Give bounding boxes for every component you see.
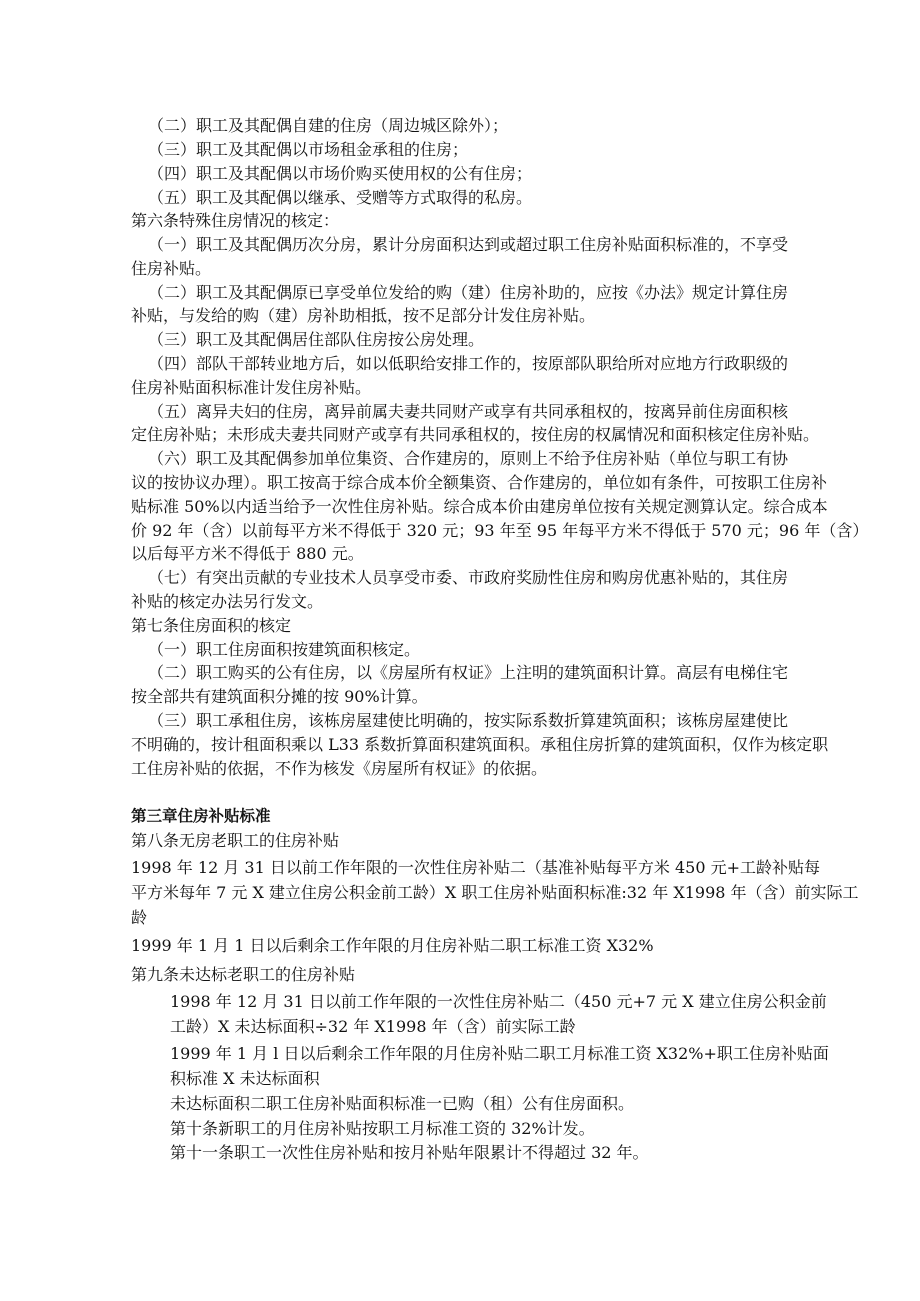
text-line: （五）职工及其配偶以继承、受赠等方式取得的私房。 [148,188,533,207]
text-line: 按全部共有建筑面积分摊的按 90%计算。 [131,687,428,706]
article-heading: 第十条新职工的月住房补贴按职工月标准工资的 32%计发。 [170,1119,595,1138]
text-line: 1998 年 12 月 31 日以前工作年限的一次性住房补贴二（450 元+7 元 X 建立住房公积金前 [170,992,827,1011]
text-line: （四）部队干部转业地方后，如以低职给安排工作的，按原部队职给所对应地方行政职级的 [148,354,789,373]
article-heading: 第十一条职工一次性住房补贴和按月补贴年限累计不得超过 32 年。 [170,1143,649,1162]
text-line: （二）职工及其配偶自建的住房（周边城区除外）； [148,116,509,135]
article-heading: 第七条住房面积的核定 [131,616,292,635]
text-line: （一）职工住房面积按建筑面积核定。 [148,640,421,659]
text-line: （三）职工及其配偶居住部队住房按公房处理。 [148,330,485,349]
chapter-heading: 第三章住房补贴标准 [131,807,271,825]
article-heading: 第八条无房老职工的住房补贴 [131,831,340,850]
text-line: 1998 年 12 月 31 日以前工作年限的一次性住房补贴二（基准补贴每平方米 450 元+工龄补贴每 [131,858,820,877]
text-line: 未达标面积二职工住房补贴面积标准一已购（租）公有住房面积。 [170,1094,635,1113]
text-line: 定住房补贴；未形成夫妻共同财产或享有共同承租权的，按住房的权属情况和面积核定住房补贴。 [131,425,820,444]
text-line: （六）职工及其配偶参加单位集资、合作建房的，原则上不给予住房补贴（单位与职工有协 [148,449,789,468]
text-line: 工住房补贴的依据，不作为核发《房屋所有权证》的依据。 [131,759,548,778]
text-line: （二）职工购买的公有住房，以《房屋所有权证》上注明的建筑面积计算。高层有电梯住宅 [148,663,789,682]
text-line: 平方米每年 7 元 X 建立住房公积金前工龄）X 职工住房补贴面积标准:32 年 X1998 年（含）前实际工 [131,883,859,902]
text-line: 工龄）X 未达标面积÷32 年 X1998 年（含）前实际工龄 [170,1017,576,1036]
text-line: （三）职工承租住房，该栋房屋建使比明确的，按实际系数折算建筑面积；该栋房屋建使比 [148,711,789,730]
text-line: 补贴，与发给的购（建）房补助相抵，按不足部分计发住房补贴。 [131,306,596,325]
text-line: （二）职工及其配偶原已享受单位发给的购（建）住房补助的，应按《办法》规定计算住房 [148,283,789,302]
text-line: 议的按协议办理）。职工按高于综合成本价全额集资、合作建房的，单位如有条件，可按职工住房补 [131,473,828,492]
text-line: 龄 [131,908,148,927]
text-line: （三）职工及其配偶以市场租金承租的住房； [148,140,469,159]
text-line: 贴标准 50%以内适当给予一次性住房补贴。综合成本价由建房单位按有关规定测算认定。综合成本 [131,497,828,516]
article-heading: 第九条未达标老职工的住房补贴 [131,965,356,984]
article-heading: 第六条特殊住房情况的核定： [131,211,340,230]
text-line: 积标准 X 未达标面积 [170,1069,320,1088]
text-line: （七）有突出贡献的专业技术人员享受市委、市政府奖励性住房和购房优惠补贴的，其住房 [148,568,789,587]
text-line: 补贴的核定办法另行发文。 [131,592,324,611]
text-line: （四）职工及其配偶以市场价购买使用权的公有住房； [148,164,533,183]
text-line: （五）离异夫妇的住房，离异前属夫妻共同财产或享有共同承租权的，按离异前住房面积核 [148,402,789,421]
text-line: 不明确的，按计租面积乘以 L33 系数折算面积建筑面积。承租住房折算的建筑面积，仅作为核定职 [131,735,829,754]
text-line: 价 92 年（含）以前每平方米不得低于 320 元；93 年至 95 年每平方米不得低于 570 元；96 年（含） [131,521,869,540]
text-line: 住房补贴。 [131,259,212,278]
text-line: 1999 年 1 月 1 日以后剩余工作年限的月住房补贴二职工标准工资 X32% [131,936,654,955]
text-line: 住房补贴面积标准计发住房补贴。 [131,378,372,397]
text-line: （一）职工及其配偶历次分房，累计分房面积达到或超过职工住房补贴面积标准的，不享受 [148,235,789,254]
text-line: 1999 年 1 月 l 日以后剩余工作年限的月住房补贴二职工月标准工资 X32%+职工住房补贴面 [170,1044,829,1063]
text-line: 以后每平方米不得低于 880 元。 [131,544,364,563]
